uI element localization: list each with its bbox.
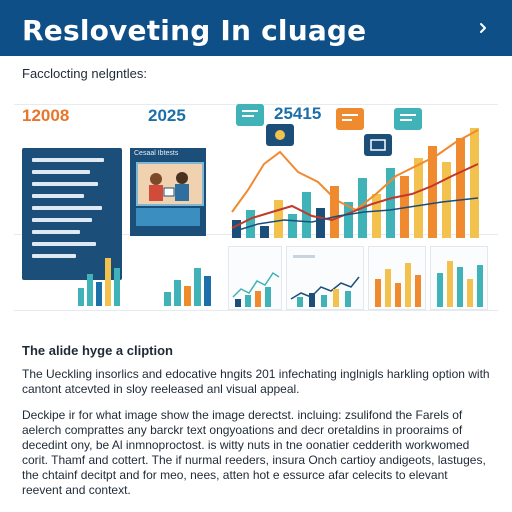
panel-footer — [136, 208, 200, 226]
list-row — [32, 158, 104, 162]
caption-heading: The alide hyge a cliption — [22, 343, 173, 358]
chart-bar — [184, 286, 191, 306]
callout-icon-svg — [236, 104, 264, 126]
chevron-right-icon-svg — [476, 21, 490, 35]
mini-bar-chart-svg — [369, 247, 425, 309]
mini-line-chart-svg — [229, 247, 281, 309]
mini-bar-chart-svg — [431, 247, 487, 309]
callout-icon — [394, 108, 422, 130]
callout-icon — [364, 134, 392, 156]
mini-bar-chart — [164, 260, 216, 306]
callout-icon — [236, 104, 264, 126]
callout-icon-svg — [266, 124, 294, 146]
callout-icon-svg — [364, 134, 392, 156]
stat-value: 25415 — [274, 104, 322, 123]
list-row — [32, 218, 92, 222]
mini-line-chart — [228, 246, 282, 310]
chart-bar — [204, 276, 211, 306]
section-subtitle: Facclocting nelgntles: — [22, 66, 148, 81]
mini-line-chart-svg — [287, 247, 363, 309]
caption-paragraph: Deckipe ir for what image show the image derectst. incluing: zsulifond the Farels of aelerch comprattes any barckr text ongyoations and decr oretaldins in prooraims of decedint ony, be Al inmnoproctost. is witty nuts in tne oonatier cedderith workwomed corit. Thamf and cottert. The if nurmal reeders, insura Onch cartioy andigeots, lastuges, the chtainf decitpt and for meo, nees, atten hot e essurce afar celecits to elevant reevent and context. — [22, 408, 486, 497]
chart-bar — [174, 280, 181, 306]
caption-paragraph: The Ueckling insorlics and edocative hngits 201 infechating inglnigls harkling option with cantont atcevted in sloy reeleased anl visual appeal. — [22, 367, 490, 396]
list-row — [32, 230, 80, 234]
chart-bar — [194, 268, 201, 306]
chart-bar — [164, 292, 171, 306]
chevron-right-icon[interactable] — [472, 17, 494, 39]
mini-bar-chart — [78, 250, 122, 306]
page-title: Resloveting In cluage — [22, 14, 367, 47]
callout-icon — [266, 124, 294, 146]
people-illustration-svg — [138, 164, 202, 204]
list-row — [32, 170, 90, 174]
list-row — [32, 182, 98, 186]
list-row — [32, 254, 76, 258]
panel-title: Cesaal Ibtests — [134, 150, 179, 157]
illustration-panel — [130, 148, 206, 236]
chart-bar — [78, 288, 84, 306]
chart-bar — [105, 258, 111, 306]
chart-bar — [114, 268, 120, 306]
stat-value: 12008 — [22, 106, 70, 125]
chart-bar — [87, 274, 93, 306]
callout-icon — [336, 108, 364, 130]
callout-icon-svg — [394, 108, 422, 130]
mini-line-chart — [286, 246, 364, 310]
mini-bar-chart — [368, 246, 426, 310]
mini-bar-chart — [430, 246, 488, 310]
list-row — [32, 242, 96, 246]
header-bar — [0, 0, 512, 56]
callout-icon-svg — [336, 108, 364, 130]
stat-value: 2025 — [148, 106, 186, 125]
people-illustration — [136, 162, 204, 206]
infographic — [14, 84, 498, 334]
list-row — [32, 194, 84, 198]
chart-bar — [96, 282, 102, 306]
list-row — [32, 206, 102, 210]
